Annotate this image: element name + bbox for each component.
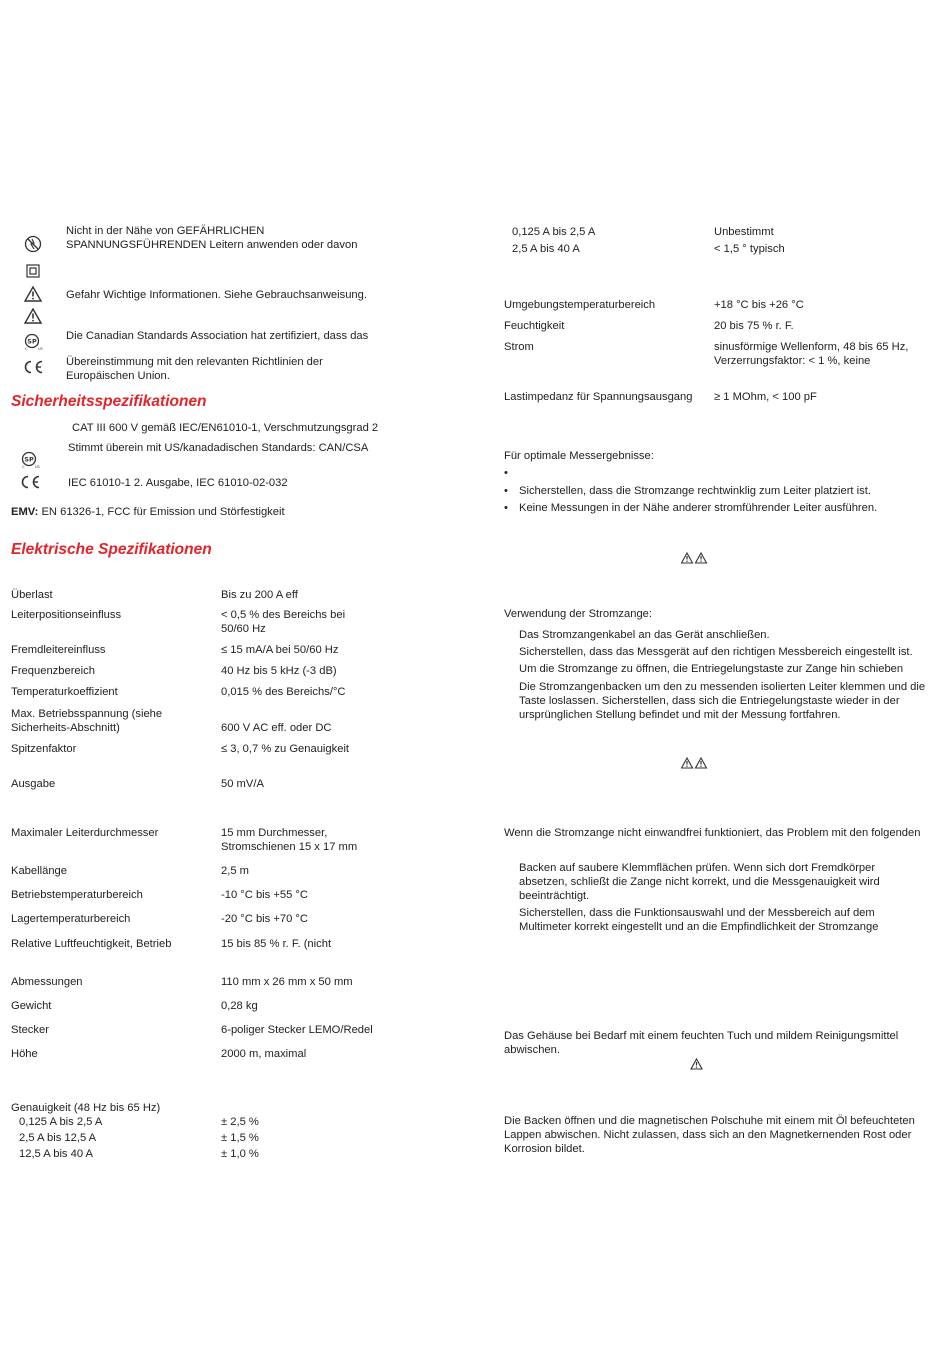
spec-label: Leiterpositionseinfluss bbox=[11, 609, 122, 621]
csa-standard: Stimmt überein mit US/kanadadischen Standards: CAN/CSA bbox=[68, 442, 369, 454]
spec-value: 15 bis 85 % r. F. (nicht bbox=[221, 938, 332, 950]
cleaning-text: Das Gehäuse bei Bedarf mit einem feuchten Tuch und mildem Reinigungsmittel abwischen. bbox=[504, 1030, 899, 1056]
safety-specs-heading: Sicherheitsspezifikationen bbox=[11, 393, 207, 410]
list-item-text: Sicherstellen, dass die Stromzange rechtwinklig zum Leiter platziert ist. bbox=[519, 485, 871, 497]
condition-label: Umgebungstemperaturbereich bbox=[504, 299, 656, 311]
emv-label: EMV: bbox=[11, 506, 39, 518]
accuracy-value: ± 2,5 % bbox=[221, 1116, 259, 1128]
electrical-specs-heading: Elektrische Spezifikationen bbox=[11, 541, 212, 558]
spec-label: Überlast bbox=[11, 589, 53, 601]
emv-line bbox=[11, 505, 285, 519]
warning-triangle-icon bbox=[24, 286, 46, 306]
spec-label: Kabellänge bbox=[11, 865, 67, 877]
spec-value: -20 °C bis +70 °C bbox=[221, 913, 308, 925]
ce-symbol-description: Übereinstimmung mit den relevanten Richtlinien der Europäischen Union. bbox=[66, 356, 323, 382]
usage-step: Um die Stromzange zu öffnen, die Entriegelungstaste zur Zange hin schieben bbox=[519, 663, 904, 675]
usage-step: Sicherstellen, dass das Messgerät auf den richtigen Messbereich eingestellt ist. bbox=[519, 646, 913, 658]
accuracy-range: 0,125 A bis 2,5 A bbox=[19, 1116, 103, 1128]
warning-triangle-icon bbox=[681, 552, 709, 567]
svg-text:SP: SP bbox=[24, 455, 34, 464]
usage-step: Das Stromzangenkabel an das Gerät anschließen. bbox=[519, 629, 770, 641]
csa-mark-icon bbox=[23, 333, 45, 353]
spec-value: 0,015 % des Bereichs/°C bbox=[221, 686, 346, 698]
hazard-symbol-description: Nicht in der Nähe von GEFÄHRLICHEN SPANNUNGSFÜHRENDEN Leitern anwenden oder davon bbox=[66, 225, 358, 251]
csa-mark-icon bbox=[20, 451, 42, 471]
cat-rating: CAT III 600 V gemäß IEC/EN61010-1, Verschmutzungsgrad 2 bbox=[72, 422, 379, 434]
condition-label: Feuchtigkeit bbox=[504, 320, 565, 332]
accuracy-range: 12,5 A bis 40 A bbox=[19, 1148, 94, 1160]
svg-text:US: US bbox=[38, 347, 43, 351]
jaws-care-text: Die Backen öffnen und die magnetischen Polschuhe mit einem mit Öl befeuchteten Lappen abwischen. Nicht zulassen, dass sich an den Magnetkernenden Rost oder Korrosion bildet. bbox=[504, 1115, 915, 1155]
usage-step: Die Stromzangenbacken um den zu messenden isolierten Leiter klemmen und die Taste loslassen. Sicherstellen, dass sich die Entriegelungstaste wieder in der ursprünglichen Stellung befindet und mit der Messung fortfahren. bbox=[519, 681, 926, 721]
spec-value: 2000 m, maximal bbox=[221, 1048, 307, 1060]
spec-value: 6-poliger Stecker LEMO/Redel bbox=[221, 1024, 373, 1036]
spec-label: Ausgabe bbox=[11, 778, 56, 790]
condition-value: 20 bis 75 % r. F. bbox=[714, 320, 794, 332]
phase-range: 0,125 A bis 2,5 A bbox=[512, 226, 596, 238]
spec-value: Bis zu 200 A eff bbox=[221, 589, 298, 601]
load-impedance-label: Lastimpedanz für Spannungsausgang bbox=[504, 391, 693, 403]
optimal-intro: Für optimale Messergebnisse: bbox=[504, 450, 654, 462]
spec-label: Lagertemperaturbereich bbox=[11, 913, 131, 925]
spec-label: Höhe bbox=[11, 1048, 38, 1060]
spec-value: -10 °C bis +55 °C bbox=[221, 889, 308, 901]
warning-triangle-icon bbox=[690, 1058, 703, 1073]
spec-label: Abmessungen bbox=[11, 976, 83, 988]
spec-label: Temperaturkoeffizient bbox=[11, 686, 118, 698]
ce-mark-icon bbox=[19, 474, 41, 494]
phase-value: < 1,5 ° typisch bbox=[714, 243, 785, 255]
svg-text:C: C bbox=[22, 465, 25, 469]
no-live-conductor-icon bbox=[23, 234, 45, 254]
spec-value: < 0,5 % des Bereichs bei 50/60 Hz bbox=[221, 609, 346, 635]
warning-triangle-icon bbox=[24, 308, 46, 328]
double-insulation-icon bbox=[25, 263, 47, 283]
csa-symbol-description: Die Canadian Standards Association hat zertifiziert, dass das bbox=[66, 330, 369, 342]
accuracy-heading: Genauigkeit (48 Hz bis 65 Hz) bbox=[11, 1102, 161, 1114]
spec-label: Fremdleitereinfluss bbox=[11, 644, 106, 656]
spec-label: Spitzenfaktor bbox=[11, 743, 77, 755]
condition-label: Strom bbox=[504, 341, 534, 353]
spec-label: Stecker bbox=[11, 1024, 49, 1036]
ce-mark-icon bbox=[22, 359, 44, 379]
spec-label: Max. Betriebsspannung (siehe Sicherheits-Abschnitt) bbox=[11, 708, 163, 734]
accuracy-value: ± 1,0 % bbox=[221, 1148, 259, 1160]
usage-intro: Verwendung der Stromzange: bbox=[504, 608, 653, 620]
phase-value: Unbestimmt bbox=[714, 226, 774, 238]
load-impedance-value: ≥ 1 MOhm, < 100 pF bbox=[714, 391, 817, 403]
iec-standard: IEC 61010-1 2. Ausgabe, IEC 61010-02-032 bbox=[68, 477, 288, 489]
accuracy-range: 2,5 A bis 12,5 A bbox=[19, 1132, 97, 1144]
spec-value: ≤ 15 mA/A bei 50/60 Hz bbox=[221, 644, 339, 656]
svg-text:C: C bbox=[25, 347, 28, 351]
list-item: • Keine Messungen in der Nähe anderer stromführender Leiter ausführen. bbox=[504, 502, 878, 514]
phase-range: 2,5 A bis 40 A bbox=[512, 243, 580, 255]
troubleshoot-step: Backen auf saubere Klemmflächen prüfen. Wenn sich dort Fremdkörper absetzen, schließt die Zange nicht korrekt, und die Messgenauigkeit wird beeinträchtigt. bbox=[519, 862, 880, 902]
spec-value: 40 Hz bis 5 kHz (-3 dB) bbox=[221, 665, 337, 677]
troubleshoot-intro: Wenn die Stromzange nicht einwandfrei funktioniert, das Problem mit den folgenden bbox=[504, 827, 921, 839]
condition-value: +18 °C bis +26 °C bbox=[714, 299, 804, 311]
condition-value: sinusförmige Wellenform, 48 bis 65 Hz, Verzerrungsfaktor: < 1 %, keine bbox=[714, 341, 909, 367]
troubleshoot-step: Sicherstellen, dass die Funktionsauswahl und der Messbereich auf dem Multimeter korrekt eingestellt und an die Empfindlichkeit der Stromzange bbox=[519, 907, 879, 933]
spec-label: Frequenzbereich bbox=[11, 665, 95, 677]
emv-text: EN 61326-1, FCC für Emission und Störfestigkeit bbox=[41, 506, 285, 518]
spec-label: Gewicht bbox=[11, 1000, 52, 1012]
spec-label: Betriebstemperaturbereich bbox=[11, 889, 143, 901]
spec-value: ≤ 3, 0,7 % zu Genauigkeit bbox=[221, 743, 350, 755]
warning-symbol-description: Gefahr Wichtige Informationen. Siehe Gebrauchsanweisung. bbox=[66, 289, 367, 301]
spec-value: 0,28 kg bbox=[221, 1000, 258, 1012]
spec-value: 15 mm Durchmesser, Stromschienen 15 x 17 mm bbox=[221, 827, 358, 853]
list-item: • bbox=[504, 467, 508, 479]
spec-value: 2,5 m bbox=[221, 865, 249, 877]
spec-value: 600 V AC eff. oder DC bbox=[221, 722, 332, 734]
accuracy-value: ± 1,5 % bbox=[221, 1132, 259, 1144]
spec-value: 50 mV/A bbox=[221, 778, 264, 790]
list-item-text: Keine Messungen in der Nähe anderer stromführender Leiter ausführen. bbox=[519, 502, 878, 514]
list-item: • Sicherstellen, dass die Stromzange rechtwinklig zum Leiter platziert ist. bbox=[504, 485, 871, 497]
spec-label: Relative Luftfeuchtigkeit, Betrieb bbox=[11, 938, 172, 950]
spec-label: Maximaler Leiterdurchmesser bbox=[11, 827, 159, 839]
svg-text:SP: SP bbox=[27, 337, 37, 346]
spec-value: 110 mm x 26 mm x 50 mm bbox=[221, 976, 353, 988]
warning-triangle-icon bbox=[681, 757, 709, 772]
svg-text:US: US bbox=[35, 465, 40, 469]
